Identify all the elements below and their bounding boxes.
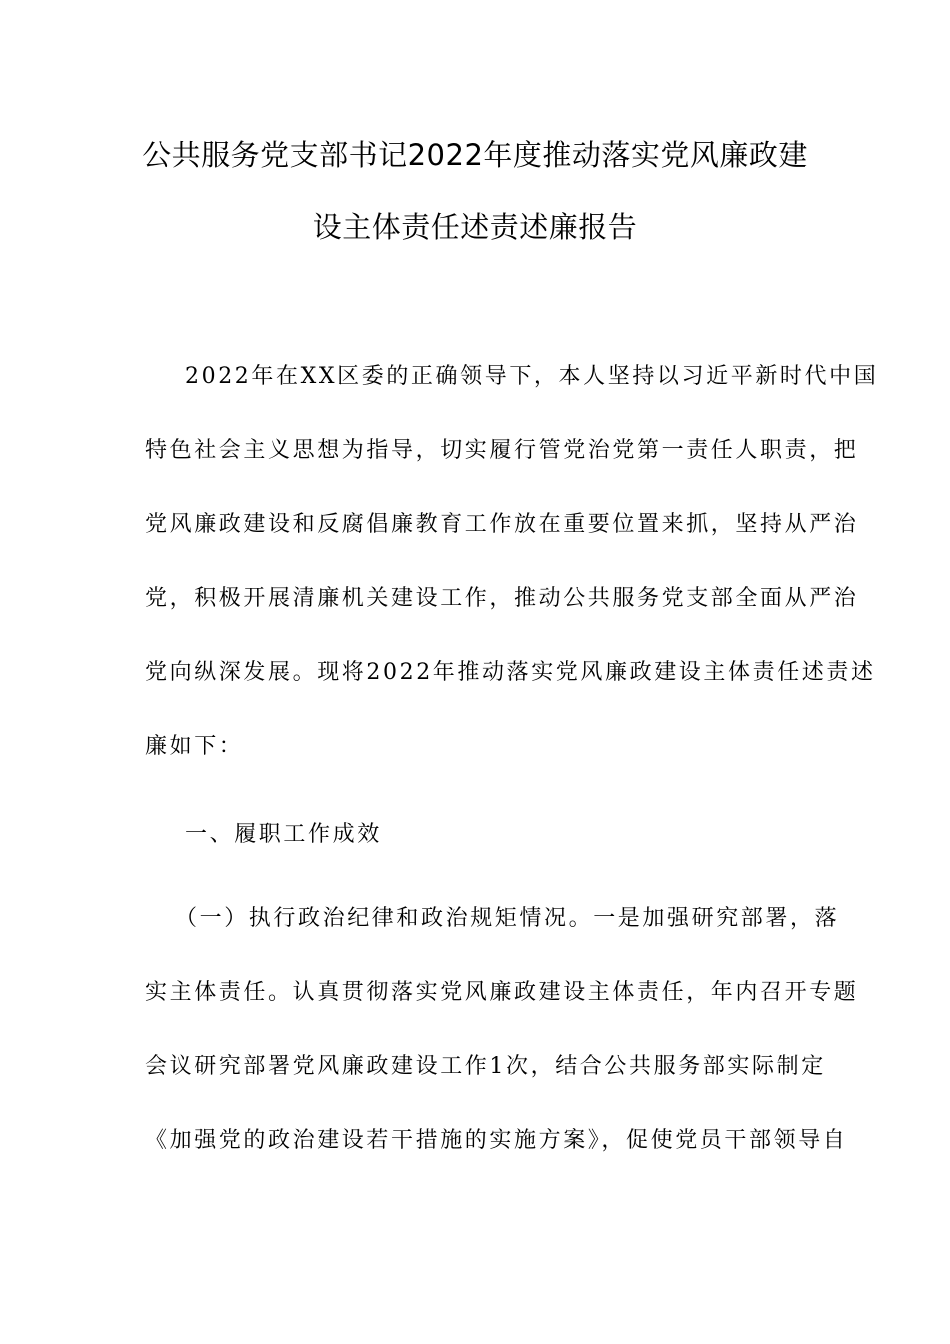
paragraph-1-line-5: 党向纵深发展。现将2022年推动落实党风廉政建设主体责任述责述 [145,660,876,685]
paragraph-2-line-2: 实主体责任。认真贯彻落实党风廉政建设主体责任，年内召开专题 [145,980,859,1005]
paragraph-1-line-6: 廉如下： [145,734,244,759]
paragraph-1-line-3: 党风廉政建设和反腐倡廉教育工作放在重要位置来抓，坚持从严治 [145,512,859,537]
section-1-heading: 一、履职工作成效 [185,822,382,847]
paragraph-1-line-1: 2022年在XX区委的正确领导下，本人坚持以习近平新时代中国 [185,364,879,389]
document-title-line-2: 设主体责任述责述廉报告 [312,210,638,244]
paragraph-1-line-4: 党，积极开展清廉机关建设工作，推动公共服务党支部全面从严治 [145,586,859,611]
paragraph-2-line-1: （一）执行政治纪律和政治规矩情况。一是加强研究部署，落 [175,906,840,931]
document-title-line-1: 公共服务党支部书记2022年度推动落实党风廉政建 [142,138,808,172]
paragraph-1-line-2: 特色社会主义思想为指导，切实履行管党治党第一责任人职责，把 [145,438,859,463]
paragraph-2-line-4: 《加强党的政治建设若干措施的实施方案》，促使党员干部领导自 [145,1128,848,1153]
paragraph-2-line-3: 会议研究部署党风廉政建设工作1次，结合公共服务部实际制定 [145,1054,826,1079]
